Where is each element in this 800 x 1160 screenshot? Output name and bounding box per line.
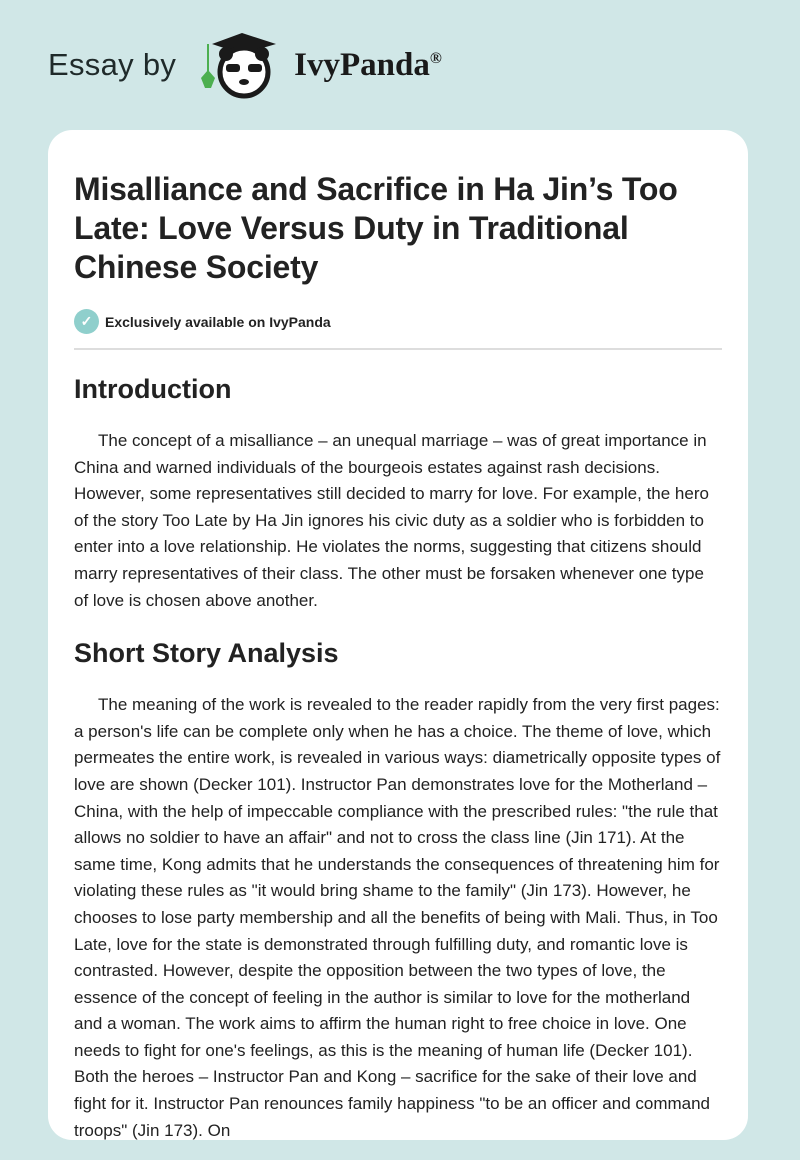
exclusive-badge <box>74 309 722 334</box>
essay-by-label: Essay by <box>48 47 177 82</box>
divider <box>74 348 722 350</box>
section-heading: Introduction <box>74 374 232 404</box>
check-icon: ✓ <box>74 309 99 334</box>
section-heading: Short Story Analysis <box>74 638 339 669</box>
ivypanda-logo-icon[interactable] <box>198 30 282 100</box>
section-paragraph: The meaning of the work is revealed to the reader rapidly from the very first pages: a person's life can be complete only when he has a choice. The theme of love, which permeates the entire work, is revealed in various ways: diametrically opposite types of love are shown (Decker 101). Instructor Pan demonstrates love for the Motherland – China, with the help of impeccable compliance with the prescribed rules: "the rule that allows no soldier to have an affair" and not to cross the class line (Jin 171). At the same time, Kong admits that he understands the consequences of threatening him for violating these rules as "it would bring shame to the family" (Jin 173). However, he chooses to lose party membership and all the benefits of being with Mali. Thus, in Too Late, love for the state is demonstrated through fulfilling duty, and romantic love is contrasted. However, despite the opposition between the two types of love, the essence of the concept of feeling in the author is similar to love for the motherland and a woman. The work aims to affirm the human right to free choice in love. One needs to fight for one's feelings, as this is the meaning of human life (Decker 101). Both the heroes – Instructor Pan and Kong – sacrifice for the sake of their love and fight for it. Instructor Pan renounces family happiness "to be an officer and command troops" (Jin 173). On <box>74 695 721 1140</box>
essay-card <box>48 130 748 1140</box>
site-header <box>48 30 442 100</box>
section-paragraph: The concept of a misalliance – an unequal marriage – was of great importance in China and warned individuals of the bourgeois estates against rash decisions. However, some representatives still decided to marry for love. For example, the hero of the story Too Late by Ha Jin ignores his civic duty as a soldier who is forbidden to enter into a love relationship. He violates the norms, suggesting that citizens should marry representatives of their class. The other must be forsaken whenever one type of love is chosen above another. <box>74 431 709 610</box>
page-title: Misalliance and Sacrifice in Ha Jin’s Too Late: Love Versus Duty in Traditional Chinese Society <box>74 171 678 285</box>
badge-label: Exclusively available on IvyPanda <box>105 313 331 330</box>
brand-name[interactable]: IvyPanda® <box>294 46 442 83</box>
